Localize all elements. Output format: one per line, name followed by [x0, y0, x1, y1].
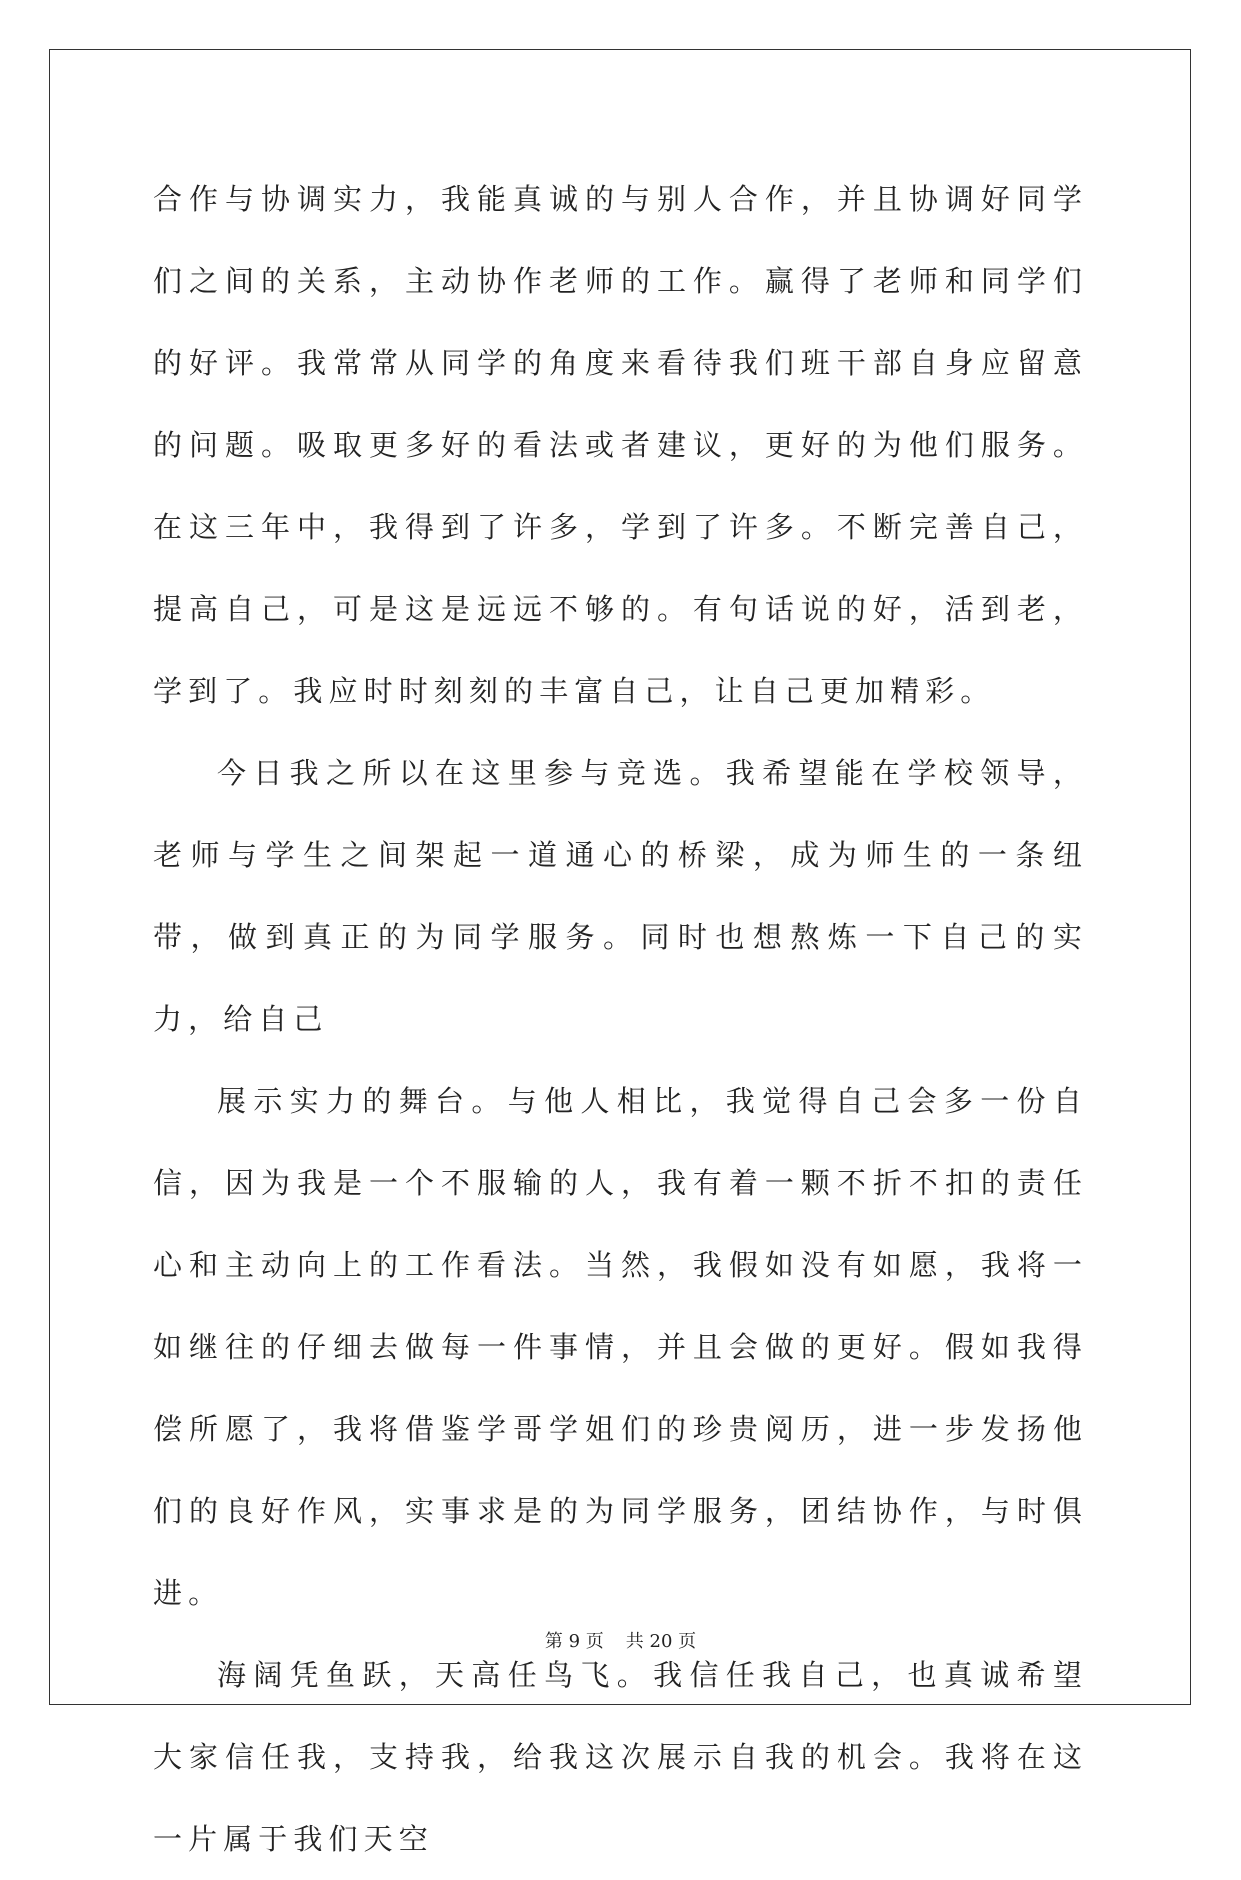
page-number: 第 9 页 [544, 1631, 604, 1652]
paragraph: 合作与协调实力，我能真诚的与别人合作，并且协调好同学们之间的关系，主动协作老师的工作。赢得了老师和同学们的好评。我常常从同学的角度来看待我们班干部自身应留意的问题。吸取更多好的看法或者建议，更好的为他们服务。在这三年中，我得到了许多，学到了许多。不断完善自己，提高自己，可是这是远远不够的。有句话说的好，活到老，学到了。我应时时刻刻的丰富自己，让自己更加精彩。 [153, 182, 1088, 708]
page-footer [0, 1630, 1241, 1654]
paragraph: 展示实力的舞台。与他人相比，我觉得自己会多一份自信，因为我是一个不服输的人，我有着一颗不折不扣的责任心和主动向上的工作看法。当然，我假如没有如愿，我将一如继往的仔细去做每一件事情，并且会做的更好。假如我得偿所愿了，我将借鉴学哥学姐们的珍贵阅历，进一步发扬他们的良好作风，实事求是的为同学服务，团结协作，与时俱进。 [153, 1084, 1088, 1610]
paragraph: 海阔凭鱼跃，天高任鸟飞。我信任我自己，也真诚希望大家信任我，支持我，给我这次展示自我的机会。我将在这一片属于我们天空 [153, 1658, 1088, 1856]
paragraph: 今日我之所以在这里参与竞选。我希望能在学校领导，老师与学生之间架起一道通心的桥梁，成为师生的一条纽带，做到真正的为同学服务。同时也想熬炼一下自己的实力，给自己 [153, 756, 1088, 1036]
page-total: 共 20 页 [625, 1631, 697, 1652]
document-body [153, 158, 1088, 1880]
